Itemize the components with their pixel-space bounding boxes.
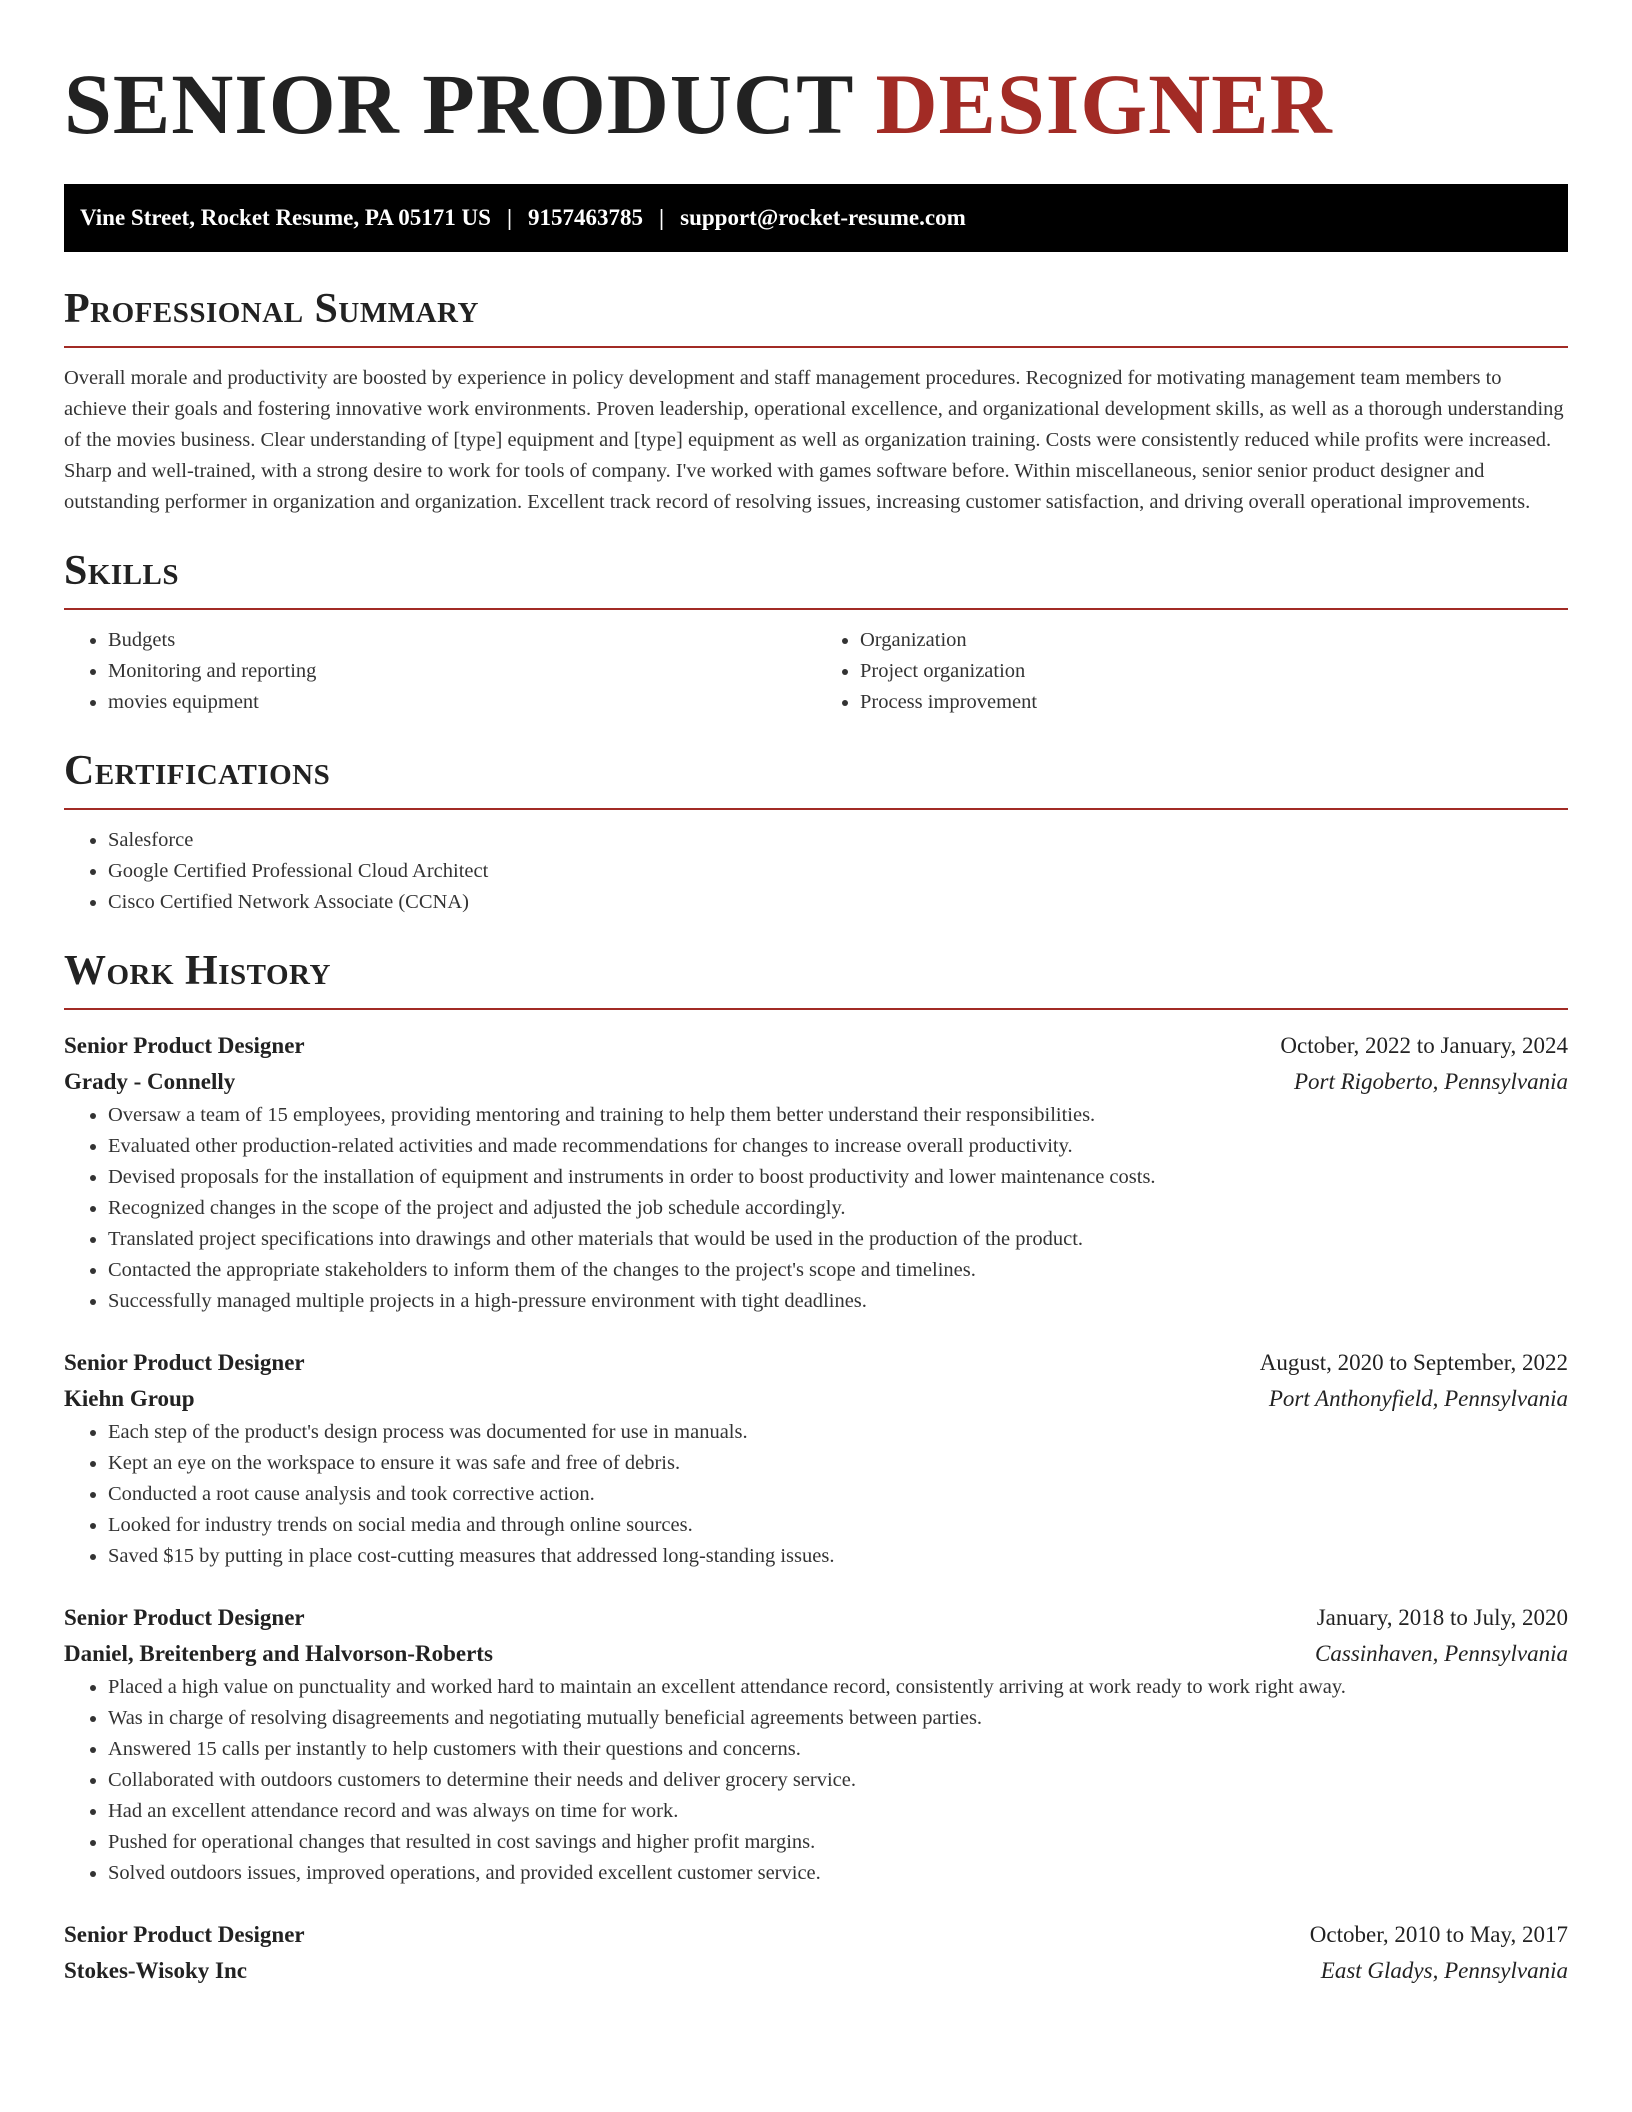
job-bullet: • Oversaw a team of 15 employees, providing mentoring and training to help them better understand their responsibilities. [108,1100,1568,1131]
contact-phone[interactable]: 9157463785 [528,205,644,230]
job-bullet: • Saved $15 by putting in place cost-cutting measures that addressed long-standing issues. [108,1541,1568,1572]
job-bullet: • Had an excellent attendance record and was always on time for work. [108,1796,1568,1827]
job-entry [64,1028,1568,1317]
contact-separator: | [659,205,665,230]
skills-grid [64,625,1568,718]
job-header-row [64,1600,1568,1636]
job-header-row [64,1917,1568,1953]
job-location: Port Rigoberto, Pennsylvania [1293,1069,1568,1094]
title-main: SENIOR PRODUCT [64,56,853,152]
section-divider [64,346,1568,348]
work-history-section [64,946,1568,1989]
title-accent: DESIGNER [875,56,1333,152]
job-title: Senior Product Designer [64,1922,305,1947]
certification-item: • Salesforce [108,825,1568,856]
job-location: East Gladys, Pennsylvania [1320,1958,1568,1983]
job-company: Grady - Connelly [64,1069,236,1094]
job-bullet: • Conducted a root cause analysis and took corrective action. [108,1479,1568,1510]
job-bullets [64,1672,1568,1889]
job-bullet: • Looked for industry trends on social media and through online sources. [108,1510,1568,1541]
job-header-row [64,1028,1568,1064]
skill-item: • Monitoring and reporting [108,656,816,687]
job-bullet: • Devised proposals for the installation of equipment and instruments in order to boost productivity and lower maintenance costs. [108,1162,1568,1193]
skill-item: • Organization [860,625,1568,656]
section-divider [64,808,1568,810]
job-bullet: • Pushed for operational changes that resulted in cost savings and higher profit margins. [108,1827,1568,1858]
summary-heading: Professional Summary [64,286,479,332]
summary-section [64,284,1568,518]
job-bullet: • Answered 15 calls per instantly to help customers with their questions and concerns. [108,1734,1568,1765]
certification-item: • Cisco Certified Network Associate (CCNA) [108,887,1568,918]
skills-section [64,546,1568,718]
certification-item: • Google Certified Professional Cloud Architect [108,856,1568,887]
job-company: Kiehn Group [64,1386,195,1411]
certifications-section [64,746,1568,918]
job-dates: October, 2010 to May, 2017 [1309,1922,1568,1947]
job-title: Senior Product Designer [64,1350,305,1375]
section-divider [64,1008,1568,1010]
job-company: Stokes-Wisoky Inc [64,1958,247,1983]
resume-title [64,0,1568,152]
skills-column-right [816,625,1568,718]
job-header-row [64,1345,1568,1381]
job-bullet: • Contacted the appropriate stakeholders to inform them of the changes to the project's scope and timelines. [108,1255,1568,1286]
job-bullet: • Solved outdoors issues, improved operations, and provided excellent customer service. [108,1858,1568,1889]
job-title: Senior Product Designer [64,1605,305,1630]
job-bullets [64,1417,1568,1572]
skill-item: • Project organization [860,656,1568,687]
skill-item: • Budgets [108,625,816,656]
contact-bar [64,184,1568,252]
skills-column-left [64,625,816,718]
summary-text: Overall morale and productivity are boosted by experience in policy development and staff management procedures. Recognized for motivating management team members to achieve their goals and fostering innovative work environments. Proven leadership, operational excellence, and organizational development skills, as well as a thorough understanding of the movies business. Clear understanding of [type] equipment and [type] equipment as well as organization training. Costs were consistently reduced while profits were increased. Sharp and well-trained, with a strong desire to work for tools of company. I've worked with games software before. Within miscellaneous, senior senior product designer and outstanding performer in organization and organization. Excellent track record of resolving issues, increasing customer satisfaction, and driving overall operational improvements. [64,367,1564,513]
job-dates: January, 2018 to July, 2020 [1316,1605,1568,1630]
job-entry [64,1600,1568,1889]
job-title: Senior Product Designer [64,1033,305,1058]
contact-address: Vine Street, Rocket Resume, PA 05171 US [80,205,491,230]
job-subheader-row [64,1064,1568,1100]
job-subheader-row [64,1636,1568,1672]
job-bullet: • Was in charge of resolving disagreements and negotiating mutually beneficial agreements between parties. [108,1703,1568,1734]
job-bullet: • Each step of the product's design process was documented for use in manuals. [108,1417,1568,1448]
job-bullet: • Kept an eye on the workspace to ensure it was safe and free of debris. [108,1448,1568,1479]
job-bullets [64,1100,1568,1317]
job-bullet: • Evaluated other production-related activities and made recommendations for changes to increase overall productivity. [108,1131,1568,1162]
skill-item: • Process improvement [860,687,1568,718]
job-company: Daniel, Breitenberg and Halvorson-Roberts [64,1641,493,1666]
job-location: Port Anthonyfield, Pennsylvania [1268,1386,1568,1411]
job-bullet: • Collaborated with outdoors customers to determine their needs and deliver grocery service. [108,1765,1568,1796]
certifications-list [64,825,1568,918]
job-bullet: • Successfully managed multiple projects in a high-pressure environment with tight deadlines. [108,1286,1568,1317]
work-history-heading: Work History [64,948,331,994]
job-subheader-row [64,1953,1568,1989]
job-location: Cassinhaven, Pennsylvania [1315,1641,1568,1666]
job-dates: October, 2022 to January, 2024 [1280,1033,1568,1058]
skills-heading: Skills [64,548,180,594]
job-dates: August, 2020 to September, 2022 [1259,1350,1568,1375]
job-bullet: • Placed a high value on punctuality and worked hard to maintain an excellent attendance record, consistently arriving at work ready to work right away. [108,1672,1568,1703]
certifications-heading: Certifications [64,748,331,794]
contact-separator: | [506,205,513,230]
job-subheader-row [64,1381,1568,1417]
job-bullet: • Recognized changes in the scope of the project and adjusted the job schedule accordingly. [108,1193,1568,1224]
skill-item: • movies equipment [108,687,816,718]
job-entry [64,1345,1568,1572]
contact-email[interactable]: support@rocket-resume.com [680,205,966,230]
job-entry [64,1917,1568,1989]
job-bullet: • Translated project specifications into drawings and other materials that would be used in the production of the product. [108,1224,1568,1255]
section-divider [64,608,1568,610]
